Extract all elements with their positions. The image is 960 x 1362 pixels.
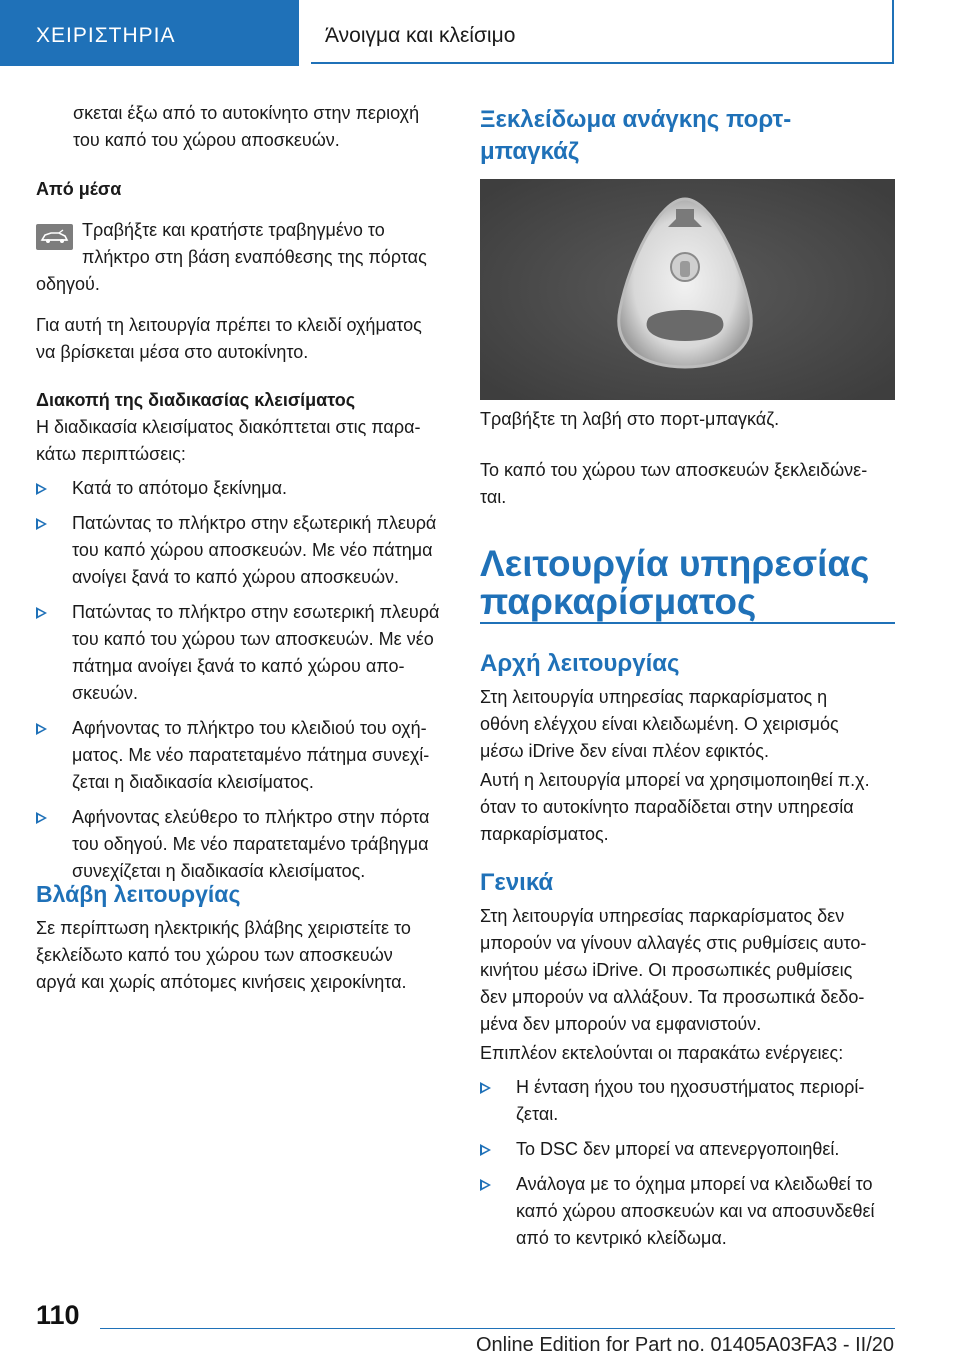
extra-intro: Επιπλέον εκτελούνται οι παρακάτω ενέργειες: [480, 1043, 844, 1063]
section-title: ΧΕΙΡΙΣΤΗΡΙΑ [36, 24, 176, 47]
interrupt-heading: Διακοπή της διαδικασίας κλεισίματος [36, 390, 356, 410]
list-item: Αφήνοντας το πλήκτρο του κλειδιού του οχή- ματος. Με νέο παρατεταμένο πάτημα συνεχί- ζεται η διαδικασία κλεισίματος. [36, 715, 454, 796]
general-text-line: δεν μπορούν να αλλάξουν. Τα προσωπικά δεδο- [480, 987, 865, 1007]
tailgate-button-icon [36, 224, 73, 250]
edition-label: Online Edition for Part no. 01405A03FA3 - II/20 [475, 1334, 894, 1356]
usage-text-line: παρκαρίσματος. [480, 824, 609, 844]
general-text-line: Στη λειτουργία υπηρεσίας παρκαρίσματος δεν [480, 906, 845, 926]
footer-rule [100, 1328, 895, 1329]
fault-text-line: Σε περίπτωση ηλεκτρικής βλάβης χειριστείτε το [36, 918, 411, 938]
fault-text-line: αργά και χωρίς απότομες κινήσεις χειροκίνητα. [36, 972, 407, 992]
icon-text-line: πλήκτρο στη βάση εναπόθεσης της πόρτας [82, 247, 427, 267]
emergency-heading-line: μπαγκάζ [480, 138, 579, 165]
unlock-text-line: ται. [480, 487, 507, 507]
triangle-bullet-icon [36, 812, 47, 824]
list-item: Η ένταση ήχου του ηχοσυστήματος περιορί- ζεται. [480, 1074, 895, 1128]
valet-bullet-list [480, 1074, 895, 1252]
valet-heading-line: Λειτουργία υπηρεσίας [480, 543, 870, 584]
general-text-line: μπορούν να γίνουν αλλαγές στις ρυθμίσεις αυτο- [480, 933, 867, 953]
list-item: Ανάλογα με το όχημα μπορεί να κλειδωθεί το καπό χώρου αποσκευών και να αποσυνδεθεί από το κεντρικό κλείδωμα. [480, 1171, 895, 1252]
inside-heading: Από μέσα [36, 179, 122, 199]
chapter-tab [311, 0, 894, 64]
interrupt-intro-line: κάτω περιπτώσεις: [36, 444, 186, 464]
section-tab [0, 0, 299, 66]
icon-text-line: οδηγού. [36, 274, 100, 294]
interrupt-intro-line: Η διαδικασία κλεισίματος διακόπτεται στις παρα- [36, 417, 421, 437]
list-item: Κατά το απότομο ξεκίνημα. [36, 475, 454, 502]
list-item: Πατώντας το πλήκτρο στην εσωτερική πλευρά του καπό του χώρου των αποσκευών. Με νέο πάτημα ανοίγει ξανά το καπό χώρου απο- σκευών. [36, 599, 454, 707]
emergency-heading-line: Ξεκλείδωμα ανάγκης πορτ- [480, 106, 792, 133]
photo-caption: Τραβήξτε τη λαβή στο πορτ-μπαγκάζ. [480, 409, 780, 429]
fault-heading: Βλάβη λειτουργίας [36, 881, 241, 907]
triangle-bullet-icon [36, 607, 47, 619]
page-number: 110 [36, 1300, 80, 1330]
section-rule [480, 622, 895, 624]
icon-text-line: Τραβήξτε και κρατήστε τραβηγμένο το [82, 220, 385, 240]
list-item: Αφήνοντας ελεύθερο το πλήκτρο στην πόρτα του οδηγού. Με νέο παρατεταμένο τράβηγμα συνεχίζεται η διαδικασία κλεισίματος. [36, 804, 454, 885]
triangle-bullet-icon [36, 483, 47, 495]
continued-text-line: σκεται έξω από το αυτοκίνητο στην περιοχή [73, 103, 420, 123]
general-text-line: μένα δεν μπορούν να εμφανιστούν. [480, 1014, 762, 1034]
key-paragraph-line: να βρίσκεται μέσα στο αυτοκίνητο. [36, 342, 309, 362]
chapter-title: Άνοιγμα και κλείσιμο [325, 24, 516, 47]
triangle-bullet-icon [480, 1082, 491, 1094]
list-item: Το DSC δεν μπορεί να απενεργοποιηθεί. [480, 1136, 895, 1163]
principle-text-line: Στη λειτουργία υπηρεσίας παρκαρίσματος η [480, 687, 828, 707]
continued-text-line: του καπό του χώρου αποσκευών. [73, 130, 340, 150]
triangle-bullet-icon [480, 1179, 491, 1191]
triangle-bullet-icon [36, 723, 47, 735]
usage-text-line: όταν το αυτοκίνητο παραδίδεται στην υπηρεσία [480, 797, 854, 817]
unlock-text-line: Το καπό του χώρου των αποσκευών ξεκλειδώνε- [480, 460, 868, 480]
key-paragraph-line: Για αυτή τη λειτουργία πρέπει το κλειδί οχήματος [36, 315, 422, 335]
triangle-bullet-icon [480, 1144, 491, 1156]
principle-text-line: οθόνη ελέγχου είναι κλειδωμένη. Ο χειρισμός [480, 714, 839, 734]
valet-heading-line: παρκαρίσματος [480, 581, 757, 622]
interrupt-bullet-list [36, 475, 454, 885]
principle-heading: Αρχή λειτουργίας [480, 650, 680, 677]
list-item: Πατώντας το πλήκτρο στην εξωτερική πλευρά του καπό χώρου αποσκευών. Με νέο πάτημα ανοίγει ξανά το καπό χώρου αποσκευών. [36, 510, 454, 591]
principle-text-line: μέσω iDrive δεν είναι πλέον εφικτός. [480, 741, 769, 761]
emergency-handle-photo [480, 179, 895, 400]
general-text-line: κινήτου μέσω iDrive. Οι προσωπικές ρυθμίσεις [480, 960, 853, 980]
general-heading: Γενικά [480, 869, 554, 896]
fault-text-line: ξεκλείδωτο καπό του χώρου των αποσκευών [36, 945, 393, 965]
triangle-bullet-icon [36, 518, 47, 530]
usage-text-line: Αυτή η λειτουργία μπορεί να χρησιμοποιηθεί π.χ. [480, 770, 870, 790]
